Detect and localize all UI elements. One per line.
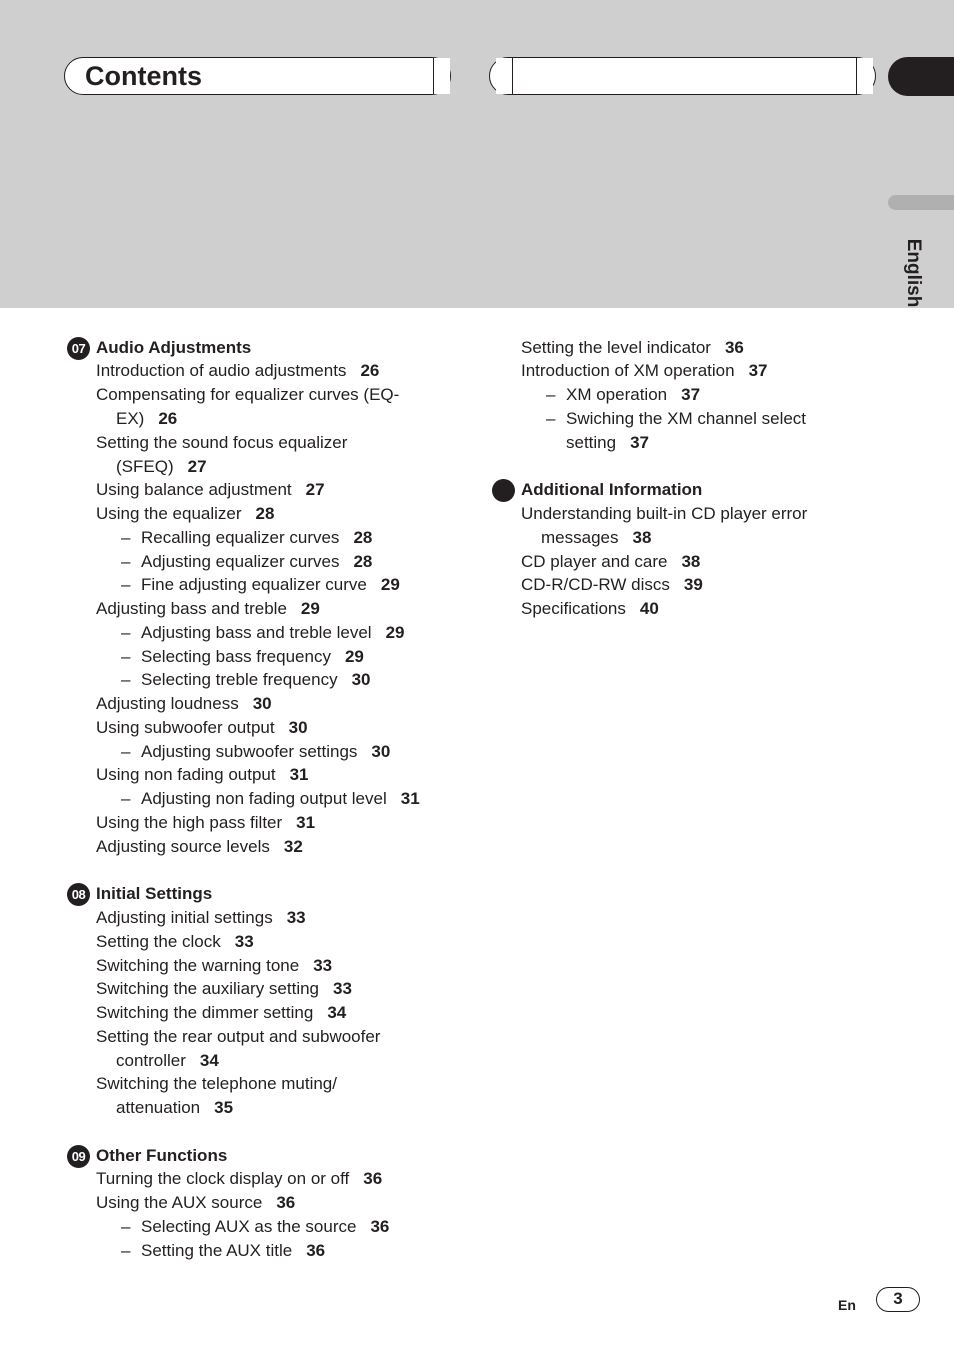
toc-entry-continued[interactable]: attenuation 35 [116,1098,234,1117]
toc-entry-continued[interactable]: (SFEQ) 27 [116,457,207,476]
toc-entry[interactable]: Specifications 40 [521,599,659,618]
toc-entry-continued[interactable]: EX) 26 [116,409,178,428]
toc-subentry[interactable]: – XM operation 37 [546,385,701,404]
toc-subentry[interactable]: – Adjusting bass and treble level 29 [121,623,405,642]
title-box [64,57,451,95]
toc-entry[interactable]: Setting the level indicator 36 [521,338,744,357]
blank-header-box [489,57,876,95]
toc-entry[interactable]: Understanding built-in CD player error [521,504,808,523]
toc-subentry[interactable]: – Selecting bass frequency 29 [121,647,364,666]
toc-subentry[interactable]: – Swiching the XM channel select [546,409,807,428]
section-heading: Audio Adjustments [96,338,252,357]
toc-subentry[interactable]: – Recalling equalizer curves 28 [121,528,373,547]
toc-subentry-continued[interactable]: setting 37 [566,433,650,452]
toc-subentry[interactable]: – Adjusting subwoofer settings 30 [121,742,391,761]
section-heading: Additional Information [521,480,703,499]
toc-subentry[interactable]: – Adjusting equalizer curves 28 [121,552,373,571]
toc-entry[interactable]: Using the high pass filter 31 [96,813,316,832]
toc-entry[interactable]: Using the equalizer 28 [96,504,275,523]
toc-entry[interactable]: Compensating for equalizer curves (EQ- [96,385,400,404]
toc-entry[interactable]: Adjusting loudness 30 [96,694,272,713]
page-number: 3 [876,1287,920,1312]
toc-entry[interactable]: Turning the clock display on or off 36 [96,1169,383,1188]
toc-entry[interactable]: Introduction of XM operation 37 [521,361,768,380]
toc-entry[interactable]: Introduction of audio adjustments 26 [96,361,380,380]
language-tab-marker [888,195,954,210]
toc-entry-continued[interactable]: controller 34 [116,1051,219,1070]
toc-entry[interactable]: Using subwoofer output 30 [96,718,308,737]
toc-entry[interactable]: Adjusting bass and treble 29 [96,599,320,618]
section-number-badge: 09 [67,1145,90,1168]
page-title: Contents [85,61,202,91]
toc-entry[interactable]: Switching the telephone muting/ [96,1074,337,1093]
footer-language-code: En [838,1297,856,1313]
toc-entry[interactable]: Switching the warning tone 33 [96,956,333,975]
section-heading: Other Functions [96,1146,228,1165]
header-band [0,0,954,308]
toc-entry[interactable]: Setting the rear output and subwoofer [96,1027,381,1046]
toc-entry[interactable]: Setting the clock 33 [96,932,254,951]
toc-subentry[interactable]: – Adjusting non fading output level 31 [121,789,420,808]
toc-entry[interactable]: CD player and care 38 [521,552,701,571]
toc-entry[interactable]: Using the AUX source 36 [96,1193,296,1212]
toc-subentry[interactable]: – Setting the AUX title 36 [121,1241,326,1260]
toc-subentry[interactable]: – Selecting treble frequency 30 [121,670,371,689]
section-number-badge [492,479,515,502]
toc-subentry[interactable]: – Selecting AUX as the source 36 [121,1217,390,1236]
toc-entry[interactable]: CD-R/CD-RW discs 39 [521,575,703,594]
toc-subentry[interactable]: – Fine adjusting equalizer curve 29 [121,575,400,594]
section-number-badge: 07 [67,337,90,360]
toc-entry[interactable]: Using non fading output 31 [96,765,309,784]
language-tab-label: English [903,238,924,308]
section-heading: Initial Settings [96,884,213,903]
chapter-tab [888,57,954,96]
toc-entry[interactable]: Using balance adjustment 27 [96,480,325,499]
toc-entry-continued[interactable]: messages 38 [541,528,652,547]
section-number-badge: 08 [67,883,90,906]
toc-entry[interactable]: Adjusting source levels 32 [96,837,303,856]
toc-entry[interactable]: Setting the sound focus equalizer [96,433,348,452]
toc-entry[interactable]: Switching the auxiliary setting 33 [96,979,352,998]
toc-entry[interactable]: Adjusting initial settings 33 [96,908,306,927]
toc-entry[interactable]: Switching the dimmer setting 34 [96,1003,347,1022]
